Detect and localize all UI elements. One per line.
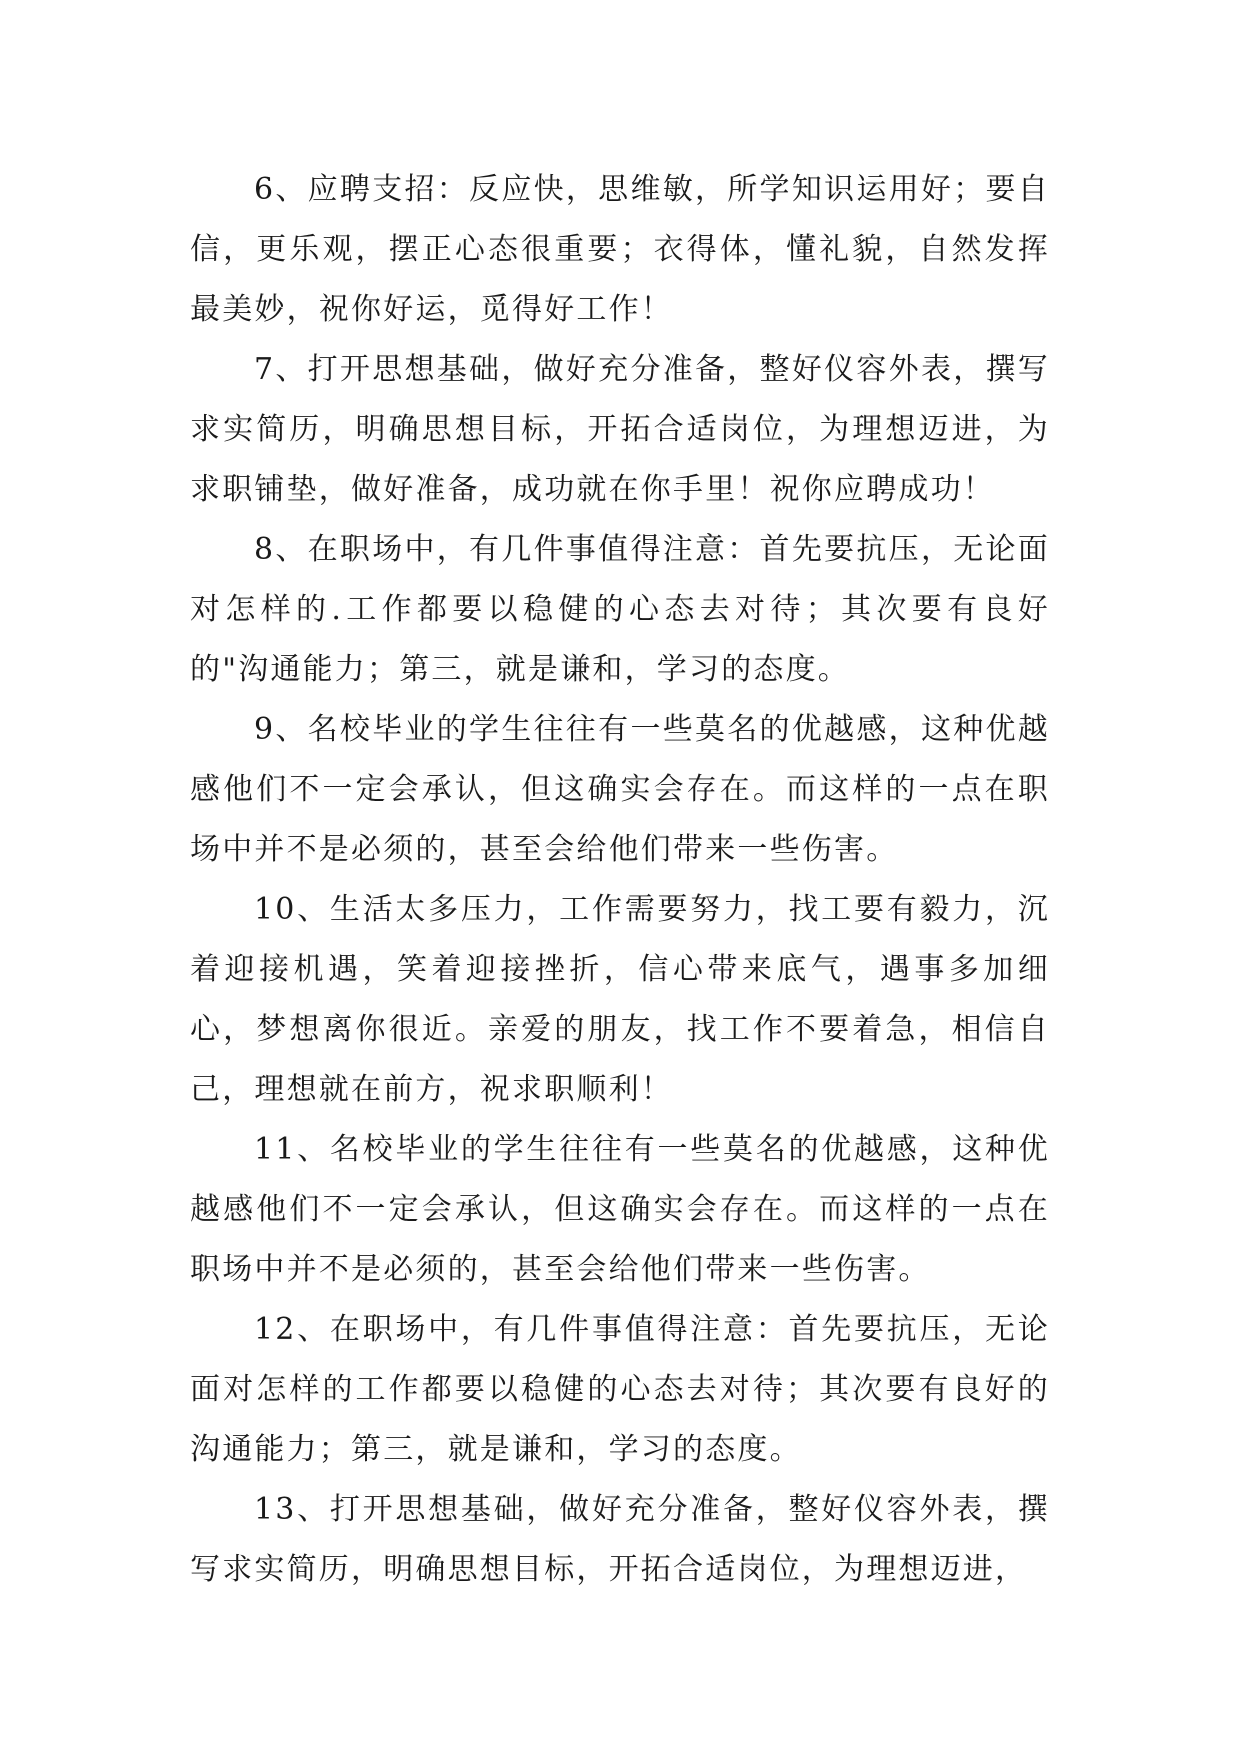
document-body <box>190 160 1050 1600</box>
paragraph-8: 8、在职场中，有几件事值得注意：首先要抗压，无论面对怎样的.工作都要以稳健的心态去对待；其次要有良好的"沟通能力；第三，就是谦和，学习的态度。 <box>190 532 1050 687</box>
paragraph-12: 12、在职场中，有几件事值得注意：首先要抗压，无论面对怎样的工作都要以稳健的心态去对待；其次要有良好的沟通能力；第三，就是谦和，学习的态度。 <box>190 1312 1050 1467</box>
paragraph-7: 7、打开思想基础，做好充分准备，整好仪容外表，撰写求实简历，明确思想目标，开拓合适岗位，为理想迈进，为求职铺垫，做好准备，成功就在你手里！祝你应聘成功！ <box>190 352 1050 507</box>
paragraph-11: 11、名校毕业的学生往往有一些莫名的优越感，这种优越感他们不一定会承认，但这确实会存在。而这样的一点在职场中并不是必须的，甚至会给他们带来一些伤害。 <box>190 1132 1050 1287</box>
paragraph-10: 10、生活太多压力，工作需要努力，找工要有毅力，沉着迎接机遇，笑着迎接挫折，信心带来底气，遇事多加细心，梦想离你很近。亲爱的朋友，找工作不要着急，相信自己，理想就在前方，祝求职顺利！ <box>190 892 1050 1107</box>
paragraph-13: 13、打开思想基础，做好充分准备，整好仪容外表，撰写求实简历，明确思想目标，开拓合适岗位，为理想迈进， <box>190 1492 1050 1587</box>
paragraph-6: 6、应聘支招：反应快，思维敏，所学知识运用好；要自信，更乐观，摆正心态很重要；衣得体，懂礼貌，自然发挥最美妙，祝你好运，觅得好工作！ <box>190 172 1050 327</box>
paragraph-9: 9、名校毕业的学生往往有一些莫名的优越感，这种优越感他们不一定会承认，但这确实会存在。而这样的一点在职场中并不是必须的，甚至会给他们带来一些伤害。 <box>190 712 1050 867</box>
